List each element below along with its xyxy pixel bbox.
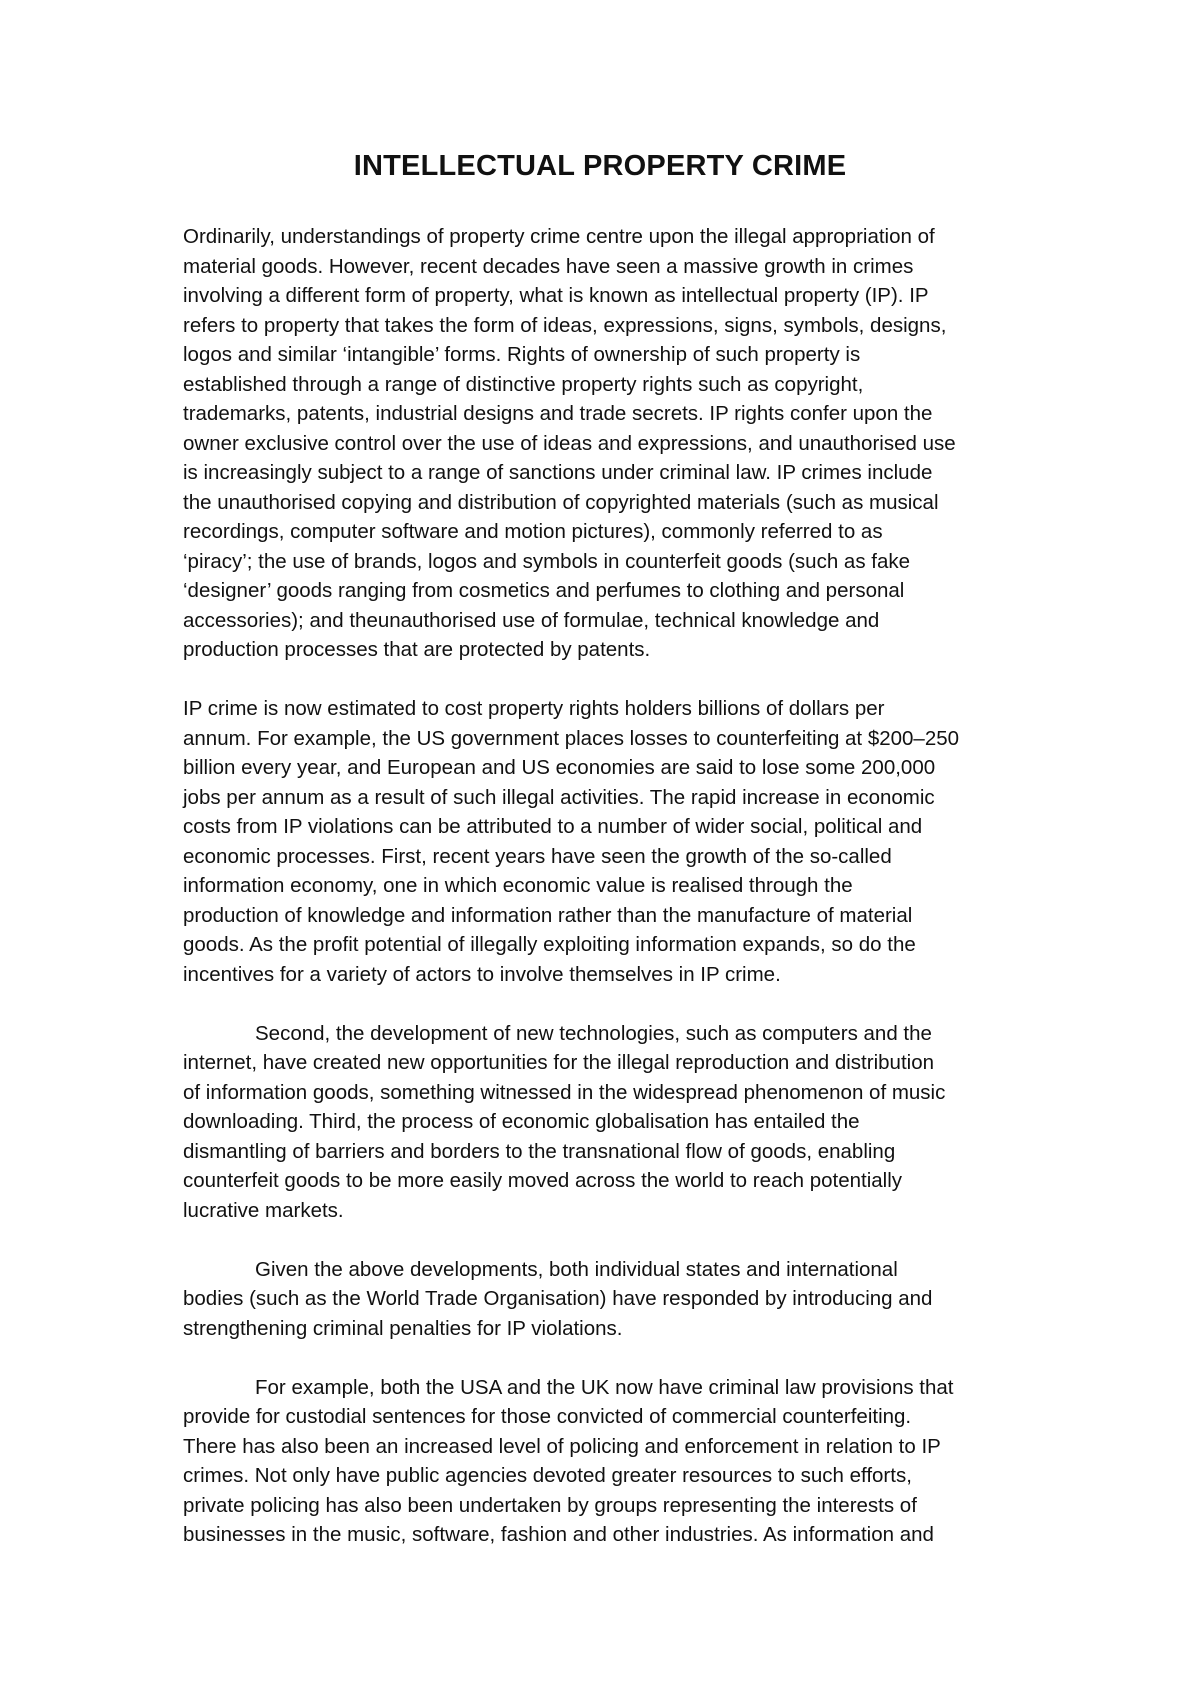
paragraph xyxy=(183,1019,1033,1226)
paragraph-line: information economy, one in which economic value is realised through the xyxy=(183,874,853,897)
paragraph-line: strengthening criminal penalties for IP violations. xyxy=(183,1316,623,1340)
paragraph xyxy=(183,1373,1033,1550)
paragraph-line: internet, have created new opportunities for the illegal reproduction and distribution xyxy=(183,1051,934,1074)
paragraph-line: IP crime is now estimated to cost property rights holders billions of dollars per xyxy=(183,697,885,720)
paragraph-line: recordings, computer software and motion pictures), commonly referred to as xyxy=(183,520,883,543)
paragraph-line: costs from IP violations can be attributed to a number of wider social, political and xyxy=(183,815,923,838)
paragraph-line: involving a different form of property, what is known as intellectual property (IP). IP xyxy=(183,284,929,307)
paragraph-line: annum. For example, the US government places losses to counterfeiting at $200–250 xyxy=(183,726,960,750)
paragraph-line: billion every year, and European and US economies are said to lose some 200,000 xyxy=(183,756,936,779)
paragraph xyxy=(183,222,1033,665)
paragraph-line: dismantling of barriers and borders to the transnational flow of goods, enabling xyxy=(183,1139,896,1163)
paragraph-line: goods. As the profit potential of illegally exploiting information expands, so do the xyxy=(183,933,916,956)
paragraph-line: trademarks, patents, industrial designs and trade secrets. IP rights confer upon the xyxy=(183,402,933,425)
paragraph-line: provide for custodial sentences for those convicted of commercial counterfeiting. xyxy=(183,1405,912,1428)
document-title: INTELLECTUAL PROPERTY CRIME xyxy=(353,150,847,182)
paragraph-line: the unauthorised copying and distribution of copyrighted materials (such as musical xyxy=(183,490,939,514)
paragraph-line: incentives for a variety of actors to involve themselves in IP crime. xyxy=(183,962,781,986)
paragraph-line: lucrative markets. xyxy=(183,1198,344,1222)
document-body xyxy=(183,222,1033,1579)
paragraph-line: of information goods, something witnessed in the widespread phenomenon of music xyxy=(183,1080,946,1104)
paragraph-line: established through a range of distinctive property rights such as copyright, xyxy=(183,372,864,396)
paragraph-line: ‘piracy’; the use of brands, logos and symbols in counterfeit goods (such as fake xyxy=(183,549,911,573)
paragraph-line: refers to property that takes the form of ideas, expressions, signs, symbols, designs, xyxy=(183,313,947,337)
paragraph-line: owner exclusive control over the use of ideas and expressions, and unauthorised use xyxy=(183,431,956,455)
paragraph-line: crimes. Not only have public agencies devoted greater resources to such efforts, xyxy=(183,1464,912,1487)
paragraph-line: There has also been an increased level of policing and enforcement in relation to IP xyxy=(183,1434,941,1458)
paragraph-line: jobs per annum as a result of such illegal activities. The rapid increase in economic xyxy=(183,785,935,809)
paragraph-line: private policing has also been undertaken by groups representing the interests of xyxy=(183,1493,917,1517)
paragraph-line: is increasingly subject to a range of sanctions under criminal law. IP crimes include xyxy=(183,461,933,484)
paragraph-line: Given the above developments, both individual states and international xyxy=(255,1257,898,1281)
paragraph-line: material goods. However, recent decades have seen a massive growth in crimes xyxy=(183,254,914,278)
paragraph-line: counterfeit goods to be more easily moved across the world to reach potentially xyxy=(183,1169,903,1192)
paragraph xyxy=(183,694,1033,989)
paragraph-line: downloading. Third, the process of economic globalisation has entailed the xyxy=(183,1110,860,1133)
paragraph-line: Second, the development of new technologies, such as computers and the xyxy=(255,1021,932,1045)
paragraph xyxy=(183,1255,1033,1344)
paragraph-line: businesses in the music, software, fashion and other industries. As information and xyxy=(183,1523,934,1546)
paragraph-line: economic processes. First, recent years have seen the growth of the so-called xyxy=(183,844,892,868)
paragraph-line: For example, both the USA and the UK now have criminal law provisions that xyxy=(255,1375,954,1399)
paragraph-line: Ordinarily, understandings of property crime centre upon the illegal appropriation of xyxy=(183,225,935,248)
paragraph-line: logos and similar ‘intangible’ forms. Rights of ownership of such property is xyxy=(183,343,861,366)
paragraph-line: production processes that are protected by patents. xyxy=(183,638,651,661)
paragraph-line: accessories); and theunauthorised use of formulae, technical knowledge and xyxy=(183,608,880,632)
paragraph-line: production of knowledge and information rather than the manufacture of material xyxy=(183,903,913,927)
paragraph-line: bodies (such as the World Trade Organisation) have responded by introducing and xyxy=(183,1287,933,1310)
paragraph-line: ‘designer’ goods ranging from cosmetics and perfumes to clothing and personal xyxy=(183,579,905,602)
